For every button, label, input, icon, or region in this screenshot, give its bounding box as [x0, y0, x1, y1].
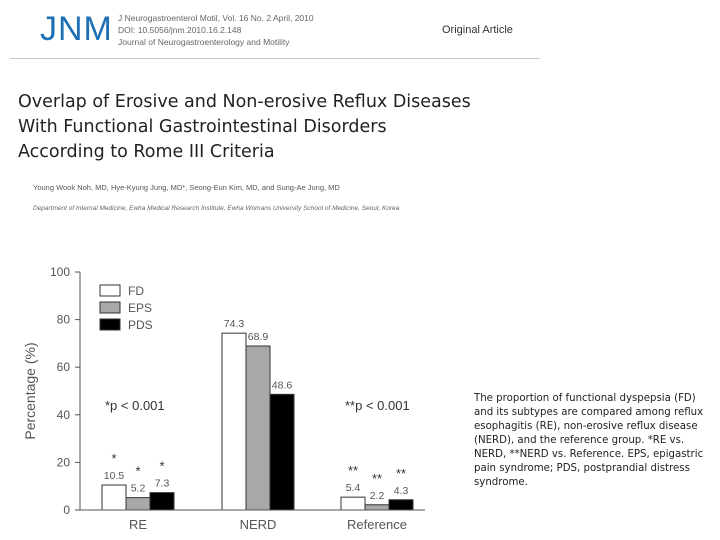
annotation-re-vs-nerd: *p < 0.001	[105, 398, 165, 413]
x-category-label: NERD	[239, 517, 277, 532]
bar-pds-nerd	[270, 394, 294, 510]
value-label: 4.3	[393, 484, 409, 497]
paper-title: Overlap of Erosive and Non-erosive Reflux Diseases With Functional Gastrointestinal Disorders According to Rome III Criteria	[18, 92, 471, 162]
y-tick-label: 40	[56, 407, 70, 422]
figure-caption: The proportion of functional dyspepsia (FD) and its subtypes are compared among reflux esophagitis (RE), non-erosive reflux disease (NERD), and the reference group. *RE vs. NERD, **NERD vs. Reference. EPS, epigastric pain syndrome; PDS, postprandial distress syndrome.	[474, 393, 704, 488]
bar-chart	[0, 255, 470, 540]
y-tick-label: 20	[56, 455, 70, 470]
value-label: 48.6	[271, 379, 293, 392]
bar-eps-reference	[365, 505, 389, 510]
legend-label-eps: EPS	[128, 301, 153, 315]
value-label: 10.5	[103, 470, 125, 483]
y-tick-label: 0	[63, 503, 70, 517]
bar-pds-re	[150, 493, 174, 510]
legend-label-pds: PDS	[128, 318, 153, 332]
bar-fd-reference	[341, 497, 365, 510]
bar-fd-re	[102, 485, 126, 510]
value-label: 2.2	[369, 489, 385, 502]
legend-swatch-pds	[100, 319, 120, 330]
value-label: 5.4	[345, 482, 361, 495]
legend-swatch-eps	[100, 302, 120, 313]
significance-mark: **	[395, 465, 407, 481]
journal-name: Journal of Neurogastroenterology and Motility	[118, 37, 290, 47]
y-axis-label: Percentage (%)	[22, 342, 38, 440]
y-tick-label: 100	[49, 265, 70, 279]
significance-mark: **	[371, 470, 383, 486]
legend-swatch-fd	[100, 285, 120, 296]
bar-fd-nerd	[222, 333, 246, 510]
value-label: 74.3	[223, 318, 245, 331]
value-label: 7.3	[154, 477, 170, 490]
value-label: 5.2	[130, 482, 146, 495]
article-type: Original Article	[442, 24, 513, 36]
significance-mark: *	[159, 458, 165, 474]
paper-authors: Young Wook Noh, MD, Hye-Kyung Jung, MD*, Seong-Eun Kim, MD, and Sung-Ae Jung, MD	[33, 183, 340, 192]
value-label: 68.9	[247, 331, 269, 344]
significance-mark: *	[135, 463, 141, 479]
journal-logo: JNM	[40, 10, 113, 48]
journal-citation: J Neurogastroenterol Motil, Vol. 16 No. 2 April, 2010	[118, 13, 314, 23]
bar-pds-reference	[389, 500, 413, 510]
y-tick-label: 60	[56, 360, 70, 375]
journal-header	[10, 0, 540, 59]
bar-eps-re	[126, 498, 150, 510]
significance-mark: *	[111, 451, 117, 467]
x-category-label: RE	[128, 517, 148, 532]
paper-affiliation: Department of Internal Medicine, Ewha Medical Research Institute, Ewha Womans University School of Medicine, Seoul, Korea	[33, 205, 400, 212]
y-tick-label: 80	[56, 312, 70, 327]
legend-label-fd: FD	[128, 284, 144, 298]
x-category-label: Reference	[347, 517, 407, 532]
journal-doi: DOI: 10.5056/jnm.2010.16.2.148	[118, 25, 242, 35]
bar-eps-nerd	[246, 346, 270, 510]
annotation-nerd-vs-reference: **p < 0.001	[345, 398, 410, 413]
significance-mark: **	[347, 463, 359, 479]
